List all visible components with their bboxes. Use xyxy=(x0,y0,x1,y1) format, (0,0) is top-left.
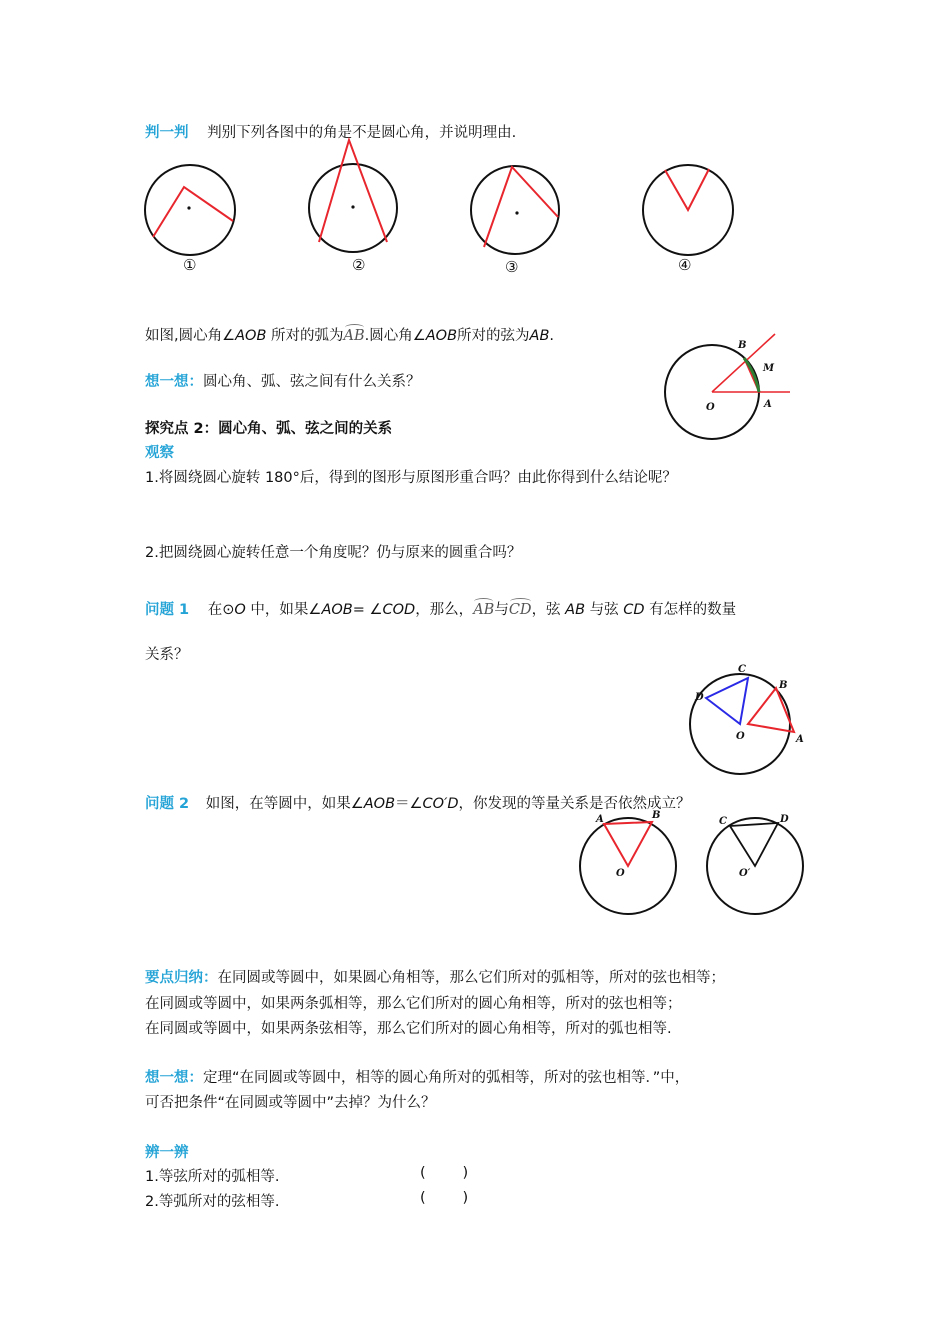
problem1-cod: COD xyxy=(382,602,416,618)
judge-heading: 判一判 xyxy=(145,125,189,141)
judge-label-2: ② xyxy=(352,256,366,274)
judge-figure-4 xyxy=(640,162,740,262)
q1-label-d: D xyxy=(695,692,704,703)
think2-heading: 想一想： xyxy=(145,1070,203,1086)
problem2-figure-right xyxy=(705,808,815,920)
problem2-text-2: ＝∠ xyxy=(395,796,423,812)
intro-angle-2: AOB xyxy=(425,328,458,344)
judge-figure-3 xyxy=(470,165,570,265)
intro-text-4: 所对的弦为 xyxy=(457,328,530,344)
label-a: A xyxy=(764,399,772,410)
discern-item-2-text: 2.等弧所对的弦相等. xyxy=(145,1194,280,1210)
problem1-heading: 问题 1 xyxy=(145,602,190,618)
problem1-text-6: ，弦 xyxy=(531,602,566,618)
discern-item-1-blank[interactable]: ( ) xyxy=(420,1165,469,1181)
intro-text-5: . xyxy=(549,328,555,344)
judge-label-3: ③ xyxy=(505,258,519,276)
think1-line xyxy=(145,370,421,391)
judge-line xyxy=(145,121,516,142)
key-point-2: 在同圆或等圆中，如果两条弧相等，那么它们所对的圆心角相等，所对的弦也相等； xyxy=(145,996,682,1012)
q1-label-a: A xyxy=(796,734,804,745)
problem1-text-1: 在⊙ xyxy=(207,602,235,618)
problem1-line2: 关系？ xyxy=(145,647,189,663)
problem2-text-3: ，你发现的等量关系是否依然成立？ xyxy=(458,796,691,812)
q1-label-b: B xyxy=(779,680,788,691)
figure-intro-line xyxy=(145,324,554,345)
key-points-line1 xyxy=(145,966,725,987)
problem1-text-8: 有怎样的数量 xyxy=(644,602,737,618)
problem2-text-1: 如图，在等圆中，如果∠ xyxy=(205,796,364,812)
q2-label-d: D xyxy=(780,814,789,825)
q2-label-o: O xyxy=(616,868,625,879)
problem1-ab: AB xyxy=(565,602,586,618)
problem2-aob: AOB xyxy=(363,796,396,812)
problem2-figure-left xyxy=(578,808,688,920)
problem2-cod: CO′D xyxy=(422,796,459,812)
judge-prompt: 判别下列各图中的角是不是圆心角，并说明理由. xyxy=(207,125,517,141)
think1-text: 圆心角、弧、弦之间有什么关系？ xyxy=(203,374,421,390)
think1-heading: 想一想： xyxy=(145,374,203,390)
problem1-cd: CD xyxy=(623,602,645,618)
label-m: M xyxy=(763,363,775,374)
problem1-arc-cd: CD xyxy=(508,602,532,618)
q2-label-a: A xyxy=(596,814,604,825)
problem1-text-4: ，那么， xyxy=(415,602,474,618)
intro-arc-ab: AB xyxy=(343,328,365,344)
intro-text-2: 所对的弧为 xyxy=(266,328,344,344)
explore-title: 探究点 2：圆心角、弧、弦之间的关系 xyxy=(145,421,393,437)
problem1-aob: AOB xyxy=(321,602,353,618)
q2-label-c: C xyxy=(719,816,727,827)
discern-item-1-text: 1.等弦所对的弧相等. xyxy=(145,1169,280,1185)
q2-label-o2: O′ xyxy=(739,868,751,879)
think2-line1 xyxy=(145,1066,689,1087)
intro-angle-1: AOB xyxy=(235,328,267,344)
think2-text-1: 定理“在同圆或等圆中，相等的圆心角所对的弧相等，所对的弦也相等．”中， xyxy=(203,1070,690,1086)
key-point-1: 在同圆或等圆中，如果圆心角相等，那么它们所对的弧相等，所对的弦也相等； xyxy=(217,970,725,986)
intro-text-1: 如图,圆心角∠ xyxy=(145,328,236,344)
label-b: B xyxy=(738,340,747,351)
problem1-figure xyxy=(690,660,820,780)
problem1-text-5: 与 xyxy=(494,602,509,618)
think2-text-2: 可否把条件“在同圆或等圆中”去掉？为什么？ xyxy=(145,1095,436,1111)
q1-label-o: O xyxy=(736,731,745,742)
label-o: O xyxy=(706,402,715,413)
discern-heading: 辨一辨 xyxy=(145,1145,189,1161)
judge-label-1: ① xyxy=(183,256,197,274)
judge-label-4: ④ xyxy=(678,256,692,274)
question-rotate-180: 1.将圆绕圆心旋转 180°后，得到的图形与原图形重合吗？由此你得到什么结论呢？ xyxy=(145,470,677,486)
observe-heading: 观察 xyxy=(145,445,174,461)
intro-text-3: .圆心角∠ xyxy=(364,328,426,344)
problem1-text-7: 与弦 xyxy=(585,602,624,618)
problem1-text-3: = ∠ xyxy=(352,602,383,618)
problem1-o: O xyxy=(234,602,246,618)
problem2-heading: 问题 2 xyxy=(145,796,190,812)
q2-label-b: B xyxy=(652,810,661,821)
discern-item-2-blank[interactable]: ( ) xyxy=(420,1190,469,1206)
intro-chord-ab: AB xyxy=(529,328,550,344)
problem1-text-2: 中，如果∠ xyxy=(245,602,322,618)
problem1-line xyxy=(145,598,736,619)
problem1-arc-ab: AB xyxy=(473,602,495,618)
key-points-heading: 要点归纳： xyxy=(145,970,218,986)
central-angle-figure xyxy=(660,330,800,445)
question-rotate-any: 2.把圆绕圆心旋转任意一个角度呢？仍与原来的圆重合吗？ xyxy=(145,545,522,561)
key-point-3: 在同圆或等圆中，如果两条弦相等，那么它们所对的圆心角相等，所对的弧也相等. xyxy=(145,1021,672,1037)
q1-label-c: C xyxy=(738,664,746,675)
